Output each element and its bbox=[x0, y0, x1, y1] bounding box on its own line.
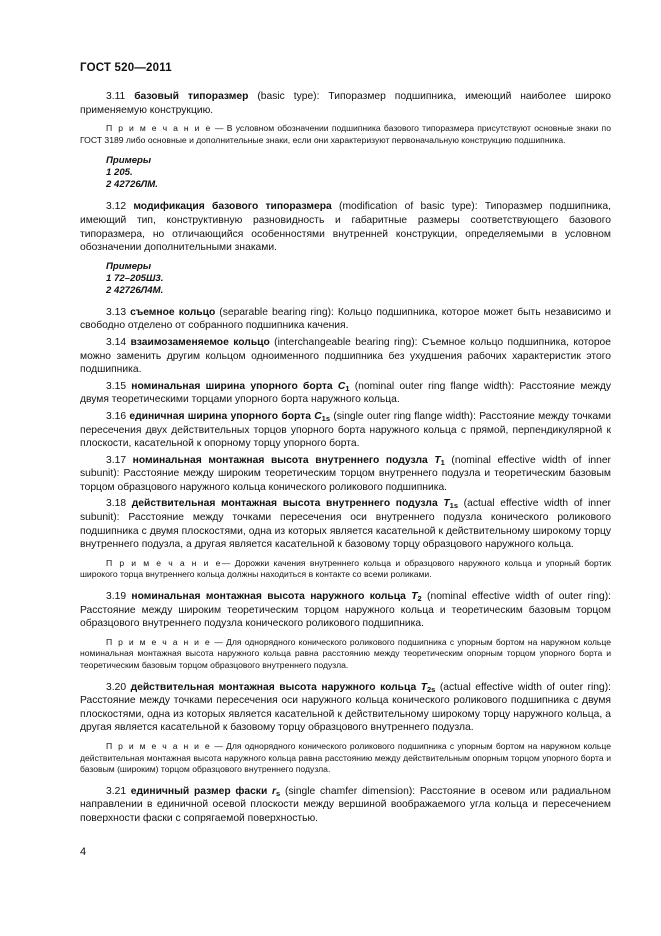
clause-3-18-note: П р и м е ч а н и е— Дорожки качения внутреннего кольца и образцового наружного кольца и упорный бортик широкого торца внутреннего кольца должны находиться в контакте со всеми роликами. bbox=[80, 557, 611, 580]
clause-3-11: 3.11 базовый типоразмер (basic type): Типоразмер подшипника, имеющий наиболее широко применяемую конструкцию. bbox=[80, 91, 611, 116]
page-number: 4 bbox=[80, 846, 87, 858]
clause-3-13: 3.13 съемное кольцо (separable bearing ring): Кольцо подшипника, которое может быть независимо и свободно отделено от собранного подшипника качения. bbox=[80, 306, 611, 332]
clause-3-14: 3.14 взаимозаменяемое кольцо (interchangeable bearing ring): Съемное кольцо подшипника, которое можно заменить другим кольцом одноименного подшипника без ухудшения рабочих характеристик этого подшипника. bbox=[80, 336, 611, 376]
clause-3-11-note: П р и м е ч а н и е — В условном обозначении подшипника базового типоразмера присутствуют основные знаки по ГОСТ 3189 либо основные и дополнительные знаки, если они характеризуют первоначальную конструкцию подшипника. bbox=[80, 123, 611, 145]
clause-3-15: 3.15 номинальная ширина упорного борта $C_1$ (nominal outer ring flange width): Расстояние между двумя теоретическими торцами упорного борта наружного кольца. bbox=[80, 380, 611, 406]
clause-3-11-examples: Примеры 1 205. 2 42726ЛМ. bbox=[106, 155, 158, 191]
clause-3-19-note: П р и м е ч а н и е — Для однорядного конического роликового подшипника с упорным бортом на наружном кольце номинальная монтажная высота наружного кольца равна расстоянию между теоретическим опорным торцом упорного борта и теоретическим базовым торцом образцового внутреннего подузла. bbox=[80, 636, 612, 670]
clause-3-17: 3.17 номинальная монтажная высота внутреннего подузла $T_1$ (nominal effective width of inner subunit): Расстояние между широким теоретическим торцом внутреннего подузла и теоретическим базовым торцом образцового наружного кольца конического роликового подшипника. bbox=[80, 454, 611, 493]
clause-3-19: 3.19 номинальная монтажная высота наружного кольца $T_2$ (nominal effective width of outer ring): Расстояние между широким теоретическим торцом наружного кольца и теоретическим базовым торцом образцового внутреннего подузла конического роликового подшипника. bbox=[80, 591, 612, 630]
clause-3-18: 3.18 действительная монтажная высота внутреннего подузла $T_{1s}$ (actual effective width of inner subunit): Расстояние между точками пересечения оси внутреннего подузла конического роликового подшипника с двумя плоскостями, одна из которых является касательной к действительному широкому торцу внутреннего подузла, а другая является касательной к базовому торцу образцового наружного кольца. bbox=[80, 498, 611, 551]
clause-3-21: 3.21 единичный размер фаски $r_s$ (single chamfer dimension): Расстояние в осевом или радиальном направлении в единичной осевой плоскости между вершиной воображаемого угла кольца и пересечением поверхности фаски с сопрягаемой поверхностью. bbox=[80, 785, 611, 824]
clause-3-20-note: П р и м е ч а н и е — Для однорядного конического роликового подшипника с упорным бортом на наружном кольце действительная монтажная высота наружного кольца равна расстоянию между действительным опорным торцом упорного борта и базовым (широким) торцом образцового внутреннего подузла. bbox=[80, 740, 612, 775]
clause-3-20: 3.20 действительная монтажная высота наружного кольца $T_{2s}$ (actual effective width of outer ring): Расстояние между точками пересечения оси наружного кольца конического роликового подшипника с двумя плоскостями, одна из которых является касательной к действительному широкому торцу наружного кольца, а другая является касательной к базовому торцу образцового внутреннего подузла. bbox=[80, 681, 611, 734]
document-body bbox=[80, 90, 611, 829]
clause-3-12: 3.12 модификация базового типоразмера (modification of basic type): Типоразмер подшипника, имеющий тип, конструктивную разновидность и габаритные размеры соответствующего базового типоразмера, но отличающийся особенностями внутренней конструкции, определяемыми в условном обозначении дополнительными знаками. bbox=[80, 201, 611, 254]
document-header: ГОСТ 520—2011 bbox=[80, 62, 172, 74]
clause-3-16: 3.16 единичная ширина упорного борта $C_{1s}$ (single outer ring flange width): Расстояние между точками пересечения двух действительных торцов упорного борта наружного кольца с прямой, перпендикулярной к плоскости, касательной к опорному торцу упорного борта. bbox=[80, 410, 611, 450]
clause-3-12-examples: Примеры 1 72–205Ш3. 2 42726Л4М. bbox=[106, 260, 164, 296]
